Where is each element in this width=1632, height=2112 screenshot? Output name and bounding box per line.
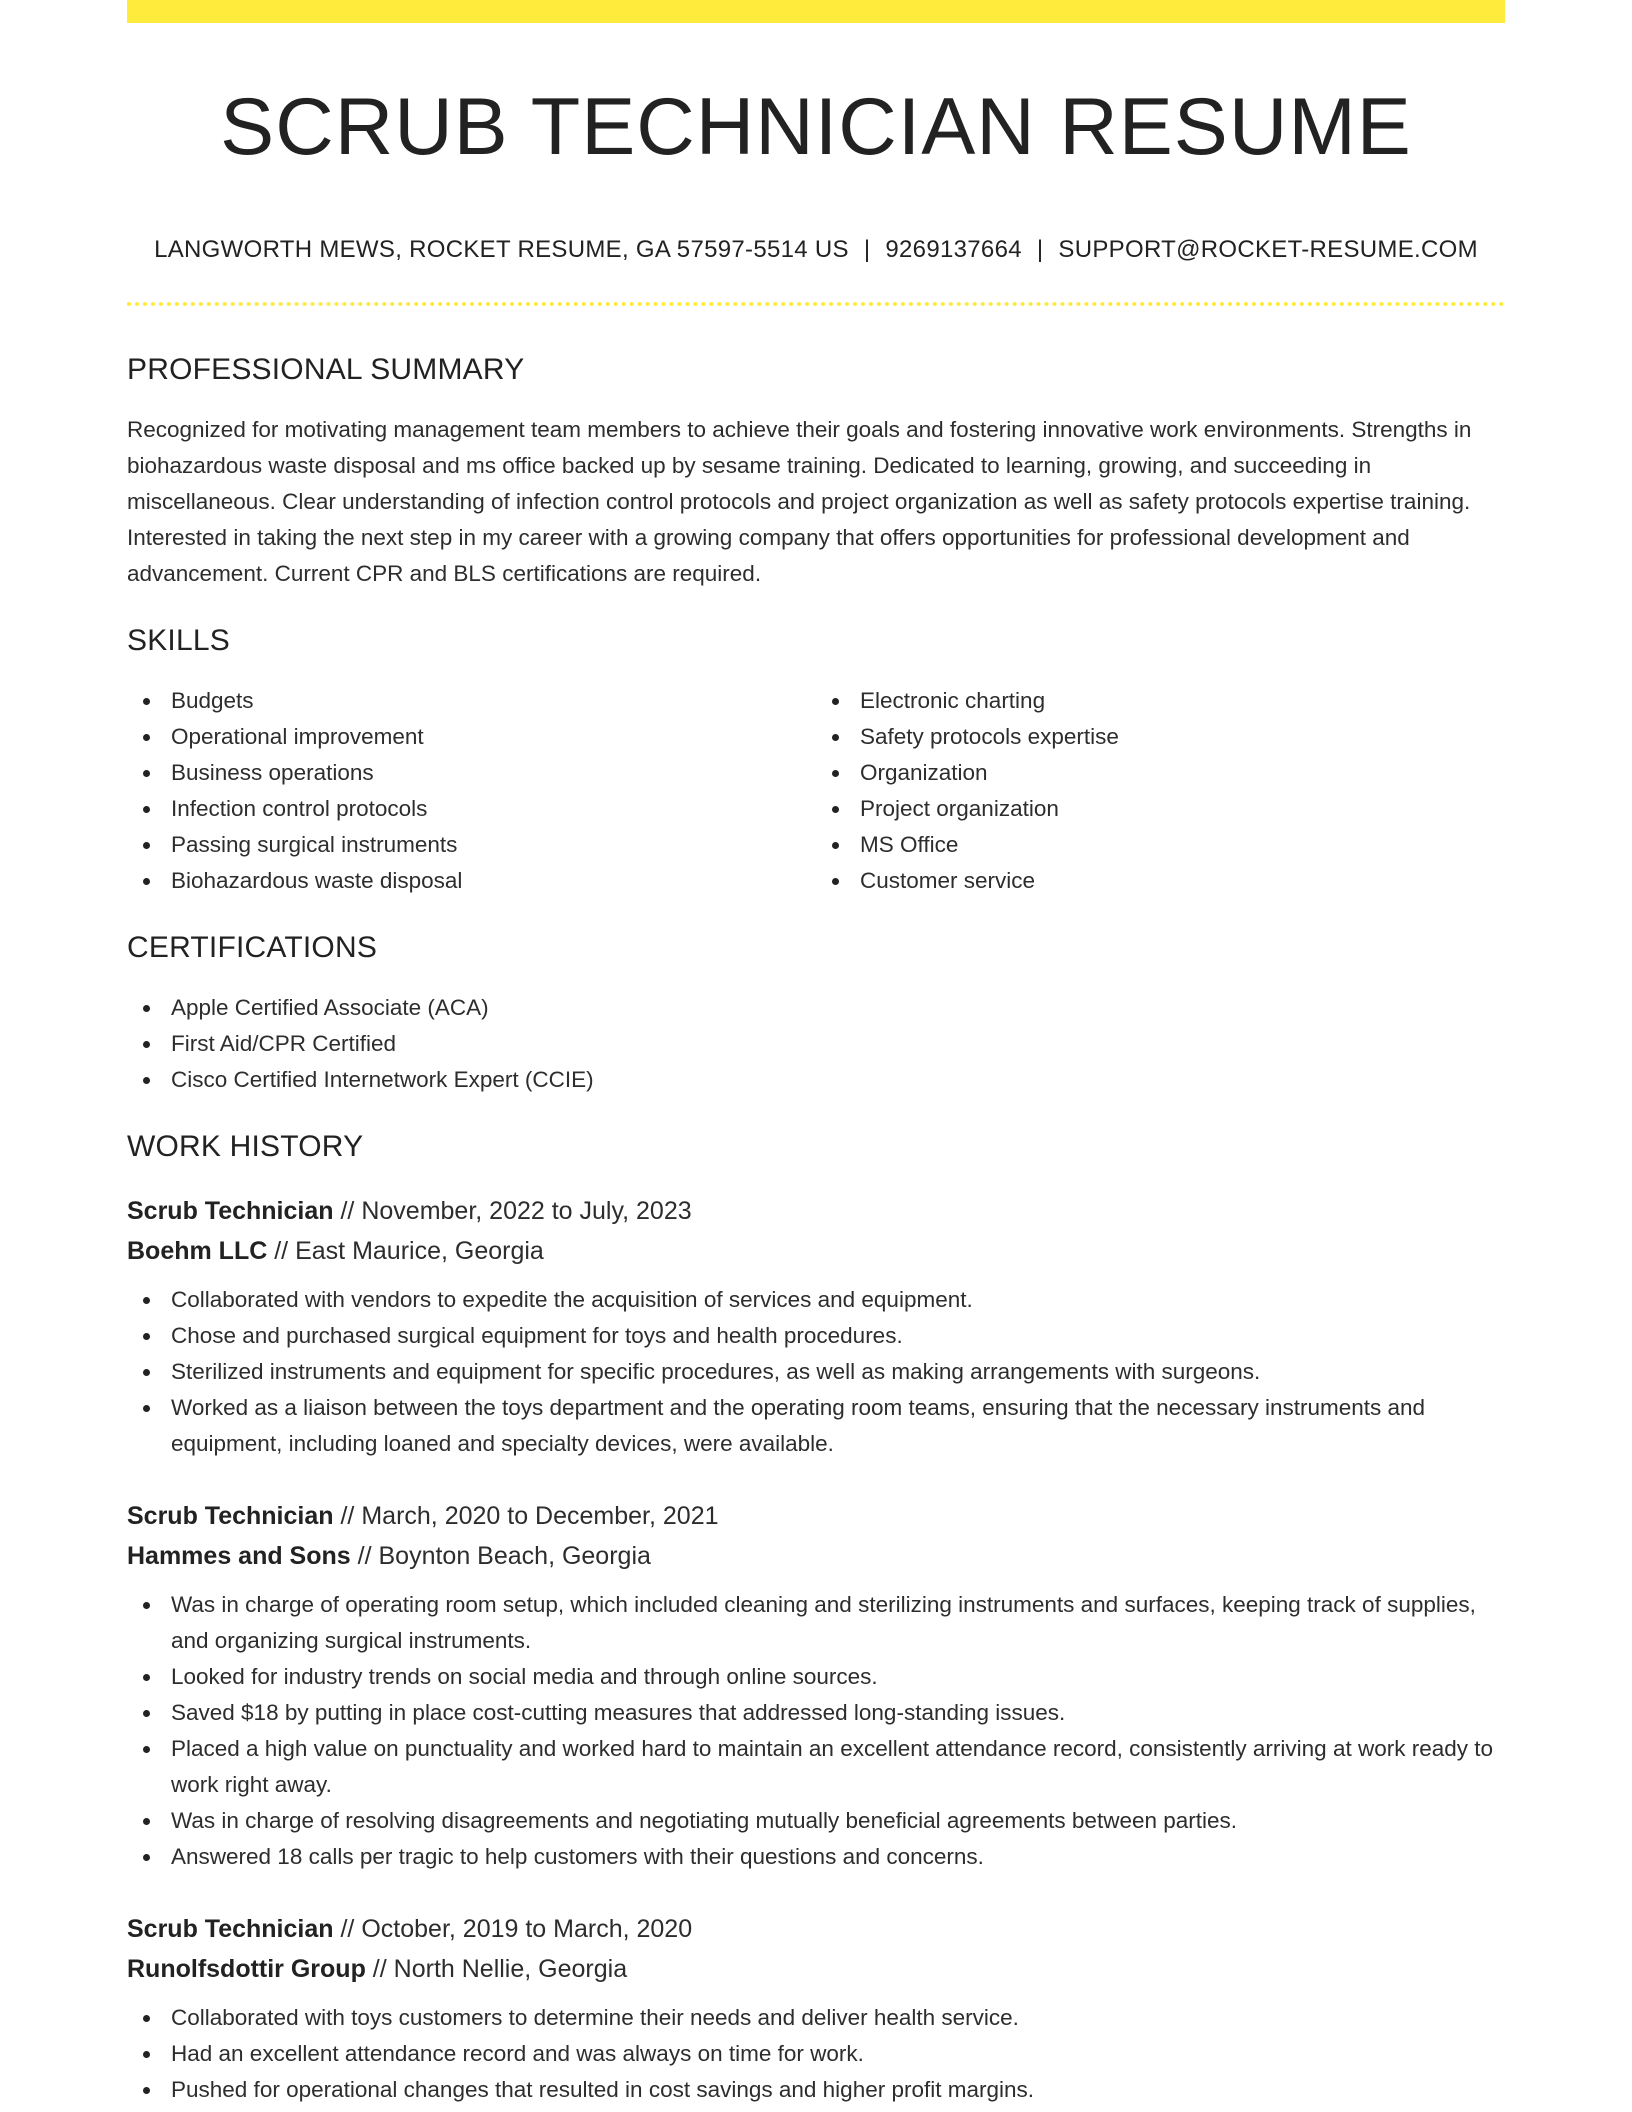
certification-item: Cisco Certified Internetwork Expert (CCIE) bbox=[127, 1062, 1505, 1098]
job-title-line bbox=[127, 1496, 1505, 1536]
section-title-work-history: WORK HISTORY bbox=[127, 1130, 364, 1163]
contact-separator: | bbox=[1036, 236, 1044, 263]
job-bullet: Answered 18 calls per tragic to help customers with their questions and concerns. bbox=[127, 1839, 1505, 1875]
job-bullet: Pushed for operational changes that resulted in cost savings and higher profit margins. bbox=[127, 2072, 1505, 2108]
skills-grid bbox=[127, 683, 1505, 899]
professional-summary-section bbox=[127, 352, 1505, 592]
certification-item: Apple Certified Associate (ACA) bbox=[127, 990, 1505, 1026]
skill-item: Customer service bbox=[816, 863, 1505, 899]
job-bullet: Worked as a liaison between the toys department and the operating room teams, ensuring that the necessary instruments and equipment, including loaned and specialty devices, were available. bbox=[127, 1390, 1505, 1462]
skill-item: Infection control protocols bbox=[127, 791, 816, 827]
job-dates: October, 2019 to March, 2020 bbox=[361, 1915, 693, 1943]
summary-text: Recognized for motivating management team members to achieve their goals and fostering innovative work environments. Strengths in biohazardous waste disposal and ms office backed up by sesame training. Dedicated to learning, growing, and succeeding in miscellaneous. Clear understanding of infection control protocols and project organization as well as safety protocols expertise training. Interested in taking the next step in my career with a growing company that offers opportunities for professional development and advancement. Current CPR and BLS certifications are required. bbox=[127, 417, 1472, 586]
resume-title: SCRUB TECHNICIAN RESUME bbox=[220, 82, 1412, 172]
job-separator: // bbox=[340, 1197, 355, 1225]
skill-item: Passing surgical instruments bbox=[127, 827, 816, 863]
job-location: North Nellie, Georgia bbox=[393, 1955, 628, 1983]
job-entry bbox=[127, 1909, 1505, 2108]
job-separator: // bbox=[372, 1955, 387, 1983]
skill-item: Biohazardous waste disposal bbox=[127, 863, 816, 899]
section-title-certifications: CERTIFICATIONS bbox=[127, 931, 378, 964]
certifications-section bbox=[127, 930, 1505, 1098]
skills-right-column bbox=[816, 683, 1505, 899]
skill-item: Project organization bbox=[816, 791, 1505, 827]
job-bullet: Looked for industry trends on social media and through online sources. bbox=[127, 1659, 1505, 1695]
contact-phone[interactable]: 9269137664 bbox=[885, 236, 1022, 263]
certification-item: First Aid/CPR Certified bbox=[127, 1026, 1505, 1062]
job-location: East Maurice, Georgia bbox=[295, 1237, 544, 1265]
job-bullet: Was in charge of operating room setup, which included cleaning and sterilizing instruments and surfaces, keeping track of supplies, and organizing surgical instruments. bbox=[127, 1587, 1505, 1659]
job-separator: // bbox=[357, 1542, 372, 1570]
job-bullet: Placed a high value on punctuality and worked hard to maintain an excellent attendance record, consistently arriving at work ready to work right away. bbox=[127, 1731, 1505, 1803]
job-bullet: Saved $18 by putting in place cost-cutting measures that addressed long-standing issues. bbox=[127, 1695, 1505, 1731]
skill-item: Safety protocols expertise bbox=[816, 719, 1505, 755]
job-entry bbox=[127, 1496, 1505, 1875]
job-separator: // bbox=[274, 1237, 289, 1265]
job-company-line bbox=[127, 1536, 1505, 1576]
job-bullet: Sterilized instruments and equipment for specific procedures, as well as making arrangements with surgeons. bbox=[127, 1354, 1505, 1390]
section-title-summary: PROFESSIONAL SUMMARY bbox=[127, 353, 525, 386]
work-history-section bbox=[127, 1129, 1505, 2108]
job-company: Hammes and Sons bbox=[127, 1542, 351, 1570]
job-title: Scrub Technician bbox=[127, 1915, 334, 1943]
job-company: Boehm LLC bbox=[127, 1237, 268, 1265]
job-bullet: Was in charge of resolving disagreements and negotiating mutually beneficial agreements between parties. bbox=[127, 1803, 1505, 1839]
skill-item: MS Office bbox=[816, 827, 1505, 863]
contact-separator: | bbox=[863, 236, 871, 263]
section-title-skills: SKILLS bbox=[127, 624, 230, 657]
skill-item: Business operations bbox=[127, 755, 816, 791]
job-bullet: Had an excellent attendance record and was always on time for work. bbox=[127, 2036, 1505, 2072]
skills-section bbox=[127, 623, 1505, 899]
job-title: Scrub Technician bbox=[127, 1502, 334, 1530]
contact-email[interactable]: SUPPORT@ROCKET-RESUME.COM bbox=[1058, 236, 1478, 263]
dotted-divider bbox=[127, 302, 1505, 306]
job-title-line bbox=[127, 1191, 1505, 1231]
job-title: Scrub Technician bbox=[127, 1197, 334, 1225]
job-company: Runolfsdottir Group bbox=[127, 1955, 366, 1983]
jobs-container bbox=[127, 1191, 1505, 2108]
skill-item: Organization bbox=[816, 755, 1505, 791]
skills-left-column bbox=[127, 683, 816, 899]
accent-top-bar bbox=[127, 0, 1505, 23]
job-bullet: Collaborated with toys customers to determine their needs and deliver health service. bbox=[127, 2000, 1505, 2036]
job-separator: // bbox=[340, 1502, 355, 1530]
job-bullet-list bbox=[127, 1282, 1505, 1462]
skill-item: Operational improvement bbox=[127, 719, 816, 755]
job-dates: March, 2020 to December, 2021 bbox=[361, 1502, 719, 1530]
job-title-line bbox=[127, 1909, 1505, 1949]
job-separator: // bbox=[340, 1915, 355, 1943]
job-company-line bbox=[127, 1231, 1505, 1271]
contact-line bbox=[127, 236, 1505, 264]
job-company-line bbox=[127, 1949, 1505, 1989]
job-bullet-list bbox=[127, 2000, 1505, 2108]
certifications-list bbox=[127, 990, 1505, 1098]
job-bullet: Collaborated with vendors to expedite the acquisition of services and equipment. bbox=[127, 1282, 1505, 1318]
job-bullet-list bbox=[127, 1587, 1505, 1875]
job-entry bbox=[127, 1191, 1505, 1462]
contact-address: LANGWORTH MEWS, ROCKET RESUME, GA 57597-5514 US bbox=[154, 236, 849, 263]
job-location: Boynton Beach, Georgia bbox=[378, 1542, 651, 1570]
skill-item: Budgets bbox=[127, 683, 816, 719]
skill-item: Electronic charting bbox=[816, 683, 1505, 719]
job-dates: November, 2022 to July, 2023 bbox=[361, 1197, 692, 1225]
job-bullet: Chose and purchased surgical equipment for toys and health procedures. bbox=[127, 1318, 1505, 1354]
